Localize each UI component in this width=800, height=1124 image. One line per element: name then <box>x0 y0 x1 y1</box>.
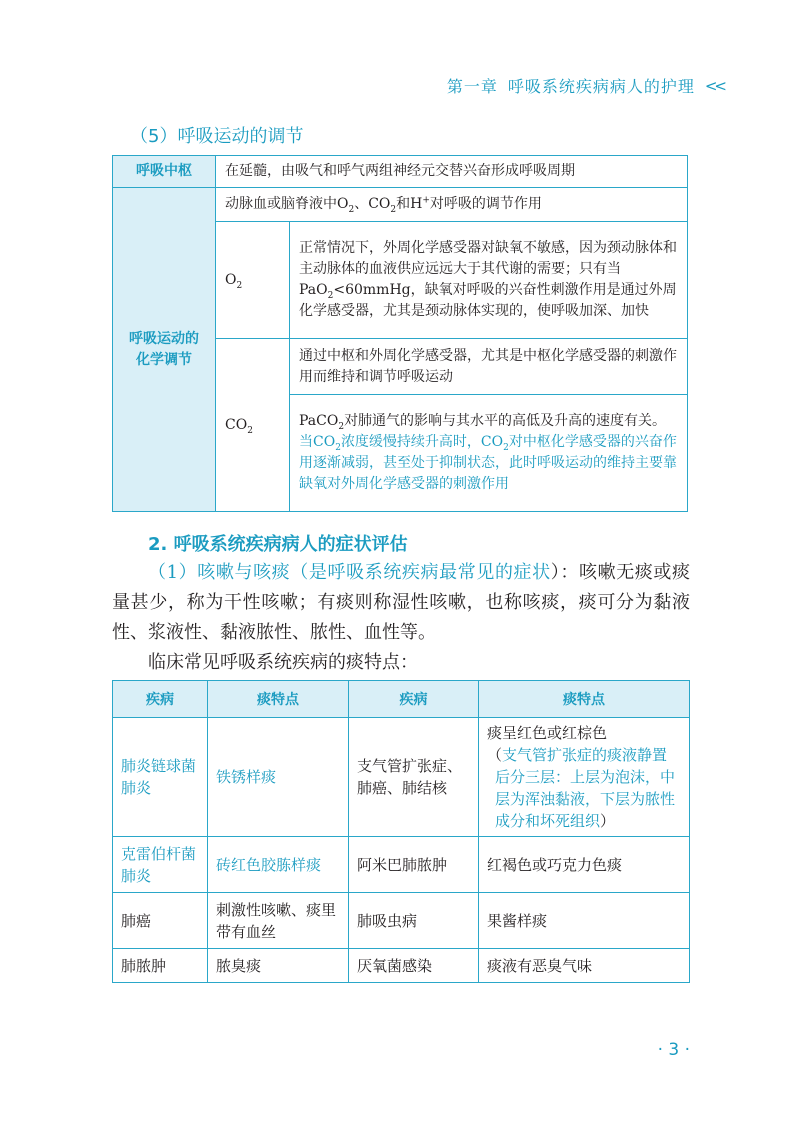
o2-label: $O_2$ <box>216 222 290 339</box>
co2-highlight: 当$CO_2$浓度缓慢持续升高时，$CO_2$对中枢化学感受器的兴奋作用逐渐减弱，甚至处于抑制状态，此时呼吸运动的维持主要靠缺氧对外周化学感受器的刺激作用 <box>299 434 677 492</box>
co2-text-1: 通过中枢和外周化学感受器，尤其是中枢化学感受器的刺激作用而维持和调节呼吸运动 <box>290 339 688 395</box>
sputum-intro: 临床常见呼吸系统疾病的痰特点： <box>148 652 418 673</box>
sputum-cell: 铁锈样痰 <box>208 718 349 837</box>
co2-label: $CO_2$ <box>216 339 290 512</box>
sputum-table <box>112 680 690 983</box>
header-disease-1: 疾病 <box>113 681 208 718</box>
section-title-2: 2. 呼吸系统疾病病人的症状评估 <box>148 534 408 555</box>
chapter-number: 第一章 <box>446 77 498 96</box>
respiration-regulation-table <box>112 155 688 512</box>
disease-cell: 支气管扩张症、肺癌、肺结核 <box>349 718 479 837</box>
disease-cell: 厌氧菌感染 <box>349 949 479 983</box>
running-header <box>447 74 724 97</box>
sputum-cell: 果酱样痰 <box>479 893 690 949</box>
sputum-cell: 红褐色或巧克力色痰 <box>479 837 690 893</box>
sputum-cell: 脓臭痰 <box>208 949 349 983</box>
page-number: · 3 · <box>657 1040 690 1060</box>
cough-paragraph: （1）咳嗽与咳痰（是呼吸系统疾病最常见的症状）：咳嗽无痰或痰量甚少，称为干性咳嗽；有痰则称湿性咳嗽，也称咳痰，痰可分为黏液性、浆液性、黏液脓性、脓性、血性等。 <box>112 562 691 643</box>
table-row <box>113 837 690 893</box>
header-sputum-1: 痰特点 <box>208 681 349 718</box>
disease-cell: 肺炎链球菌肺炎 <box>113 718 208 837</box>
sputum-cell: 痰呈红色或红棕色 （支气管扩张症的痰液静置后分三层：上层为泡沫，中层为浑浊黏液，下层为脓性成分和坏死组织） <box>479 718 690 837</box>
section-title-5: （5）呼吸运动的调节 <box>130 126 304 147</box>
sputum-cell: 砖红色胶胨样痰 <box>208 837 349 893</box>
disease-cell: 克雷伯杆菌肺炎 <box>113 837 208 893</box>
o2-text: 正常情况下，外周化学感受器对缺氧不敏感，因为颈动脉体和主动脉体的血液供应远远大于其代谢的需要；只有当PaO$_2$<60mmHg，缺氧对呼吸的兴奋性刺激作用是通过外周化学感受器，尤其是颈动脉体实现的，使呼吸加深、加快 <box>290 222 688 339</box>
co2-text-2: PaCO$_2$对肺通气的影响与其水平的高低及升高的速度有关。当$CO_2$浓度缓慢持续升高时，$CO_2$对中枢化学感受器的兴奋作用逐渐减弱，甚至处于抑制状态，此时呼吸运动的维持主要靠缺氧对外周化学感受器的刺激作用 <box>290 395 688 512</box>
sputum-cell: 刺激性咳嗽、痰里带有血丝 <box>208 893 349 949</box>
disease-cell: 肺吸虫病 <box>349 893 479 949</box>
header-disease-2: 疾病 <box>349 681 479 718</box>
disease-cell: 肺脓肿 <box>113 949 208 983</box>
chemical-intro: 动脉血或脑脊液中$O_2$、$CO_2$和H+对呼吸的调节作用 <box>216 188 688 222</box>
table-row <box>113 893 690 949</box>
table-row <box>113 718 690 837</box>
header-sputum-2: 痰特点 <box>479 681 690 718</box>
chapter-title: 呼吸系统疾病病人的护理 <box>507 77 695 96</box>
cough-highlight: 是呼吸系统疾病最常见的症状 <box>308 562 551 583</box>
chemical-regulation-label: 呼吸运动的化学调节 <box>113 188 216 512</box>
respiratory-center-text: 在延髓，由吸气和呼气两组神经元交替兴奋形成呼吸周期 <box>216 156 688 188</box>
table-row <box>113 949 690 983</box>
sputum-cell: 痰液有恶臭气味 <box>479 949 690 983</box>
disease-cell: 肺癌 <box>113 893 208 949</box>
disease-cell: 阿米巴肺脓肿 <box>349 837 479 893</box>
respiratory-center-label: 呼吸中枢 <box>113 156 216 188</box>
chevron-left-icon: << <box>704 76 724 95</box>
